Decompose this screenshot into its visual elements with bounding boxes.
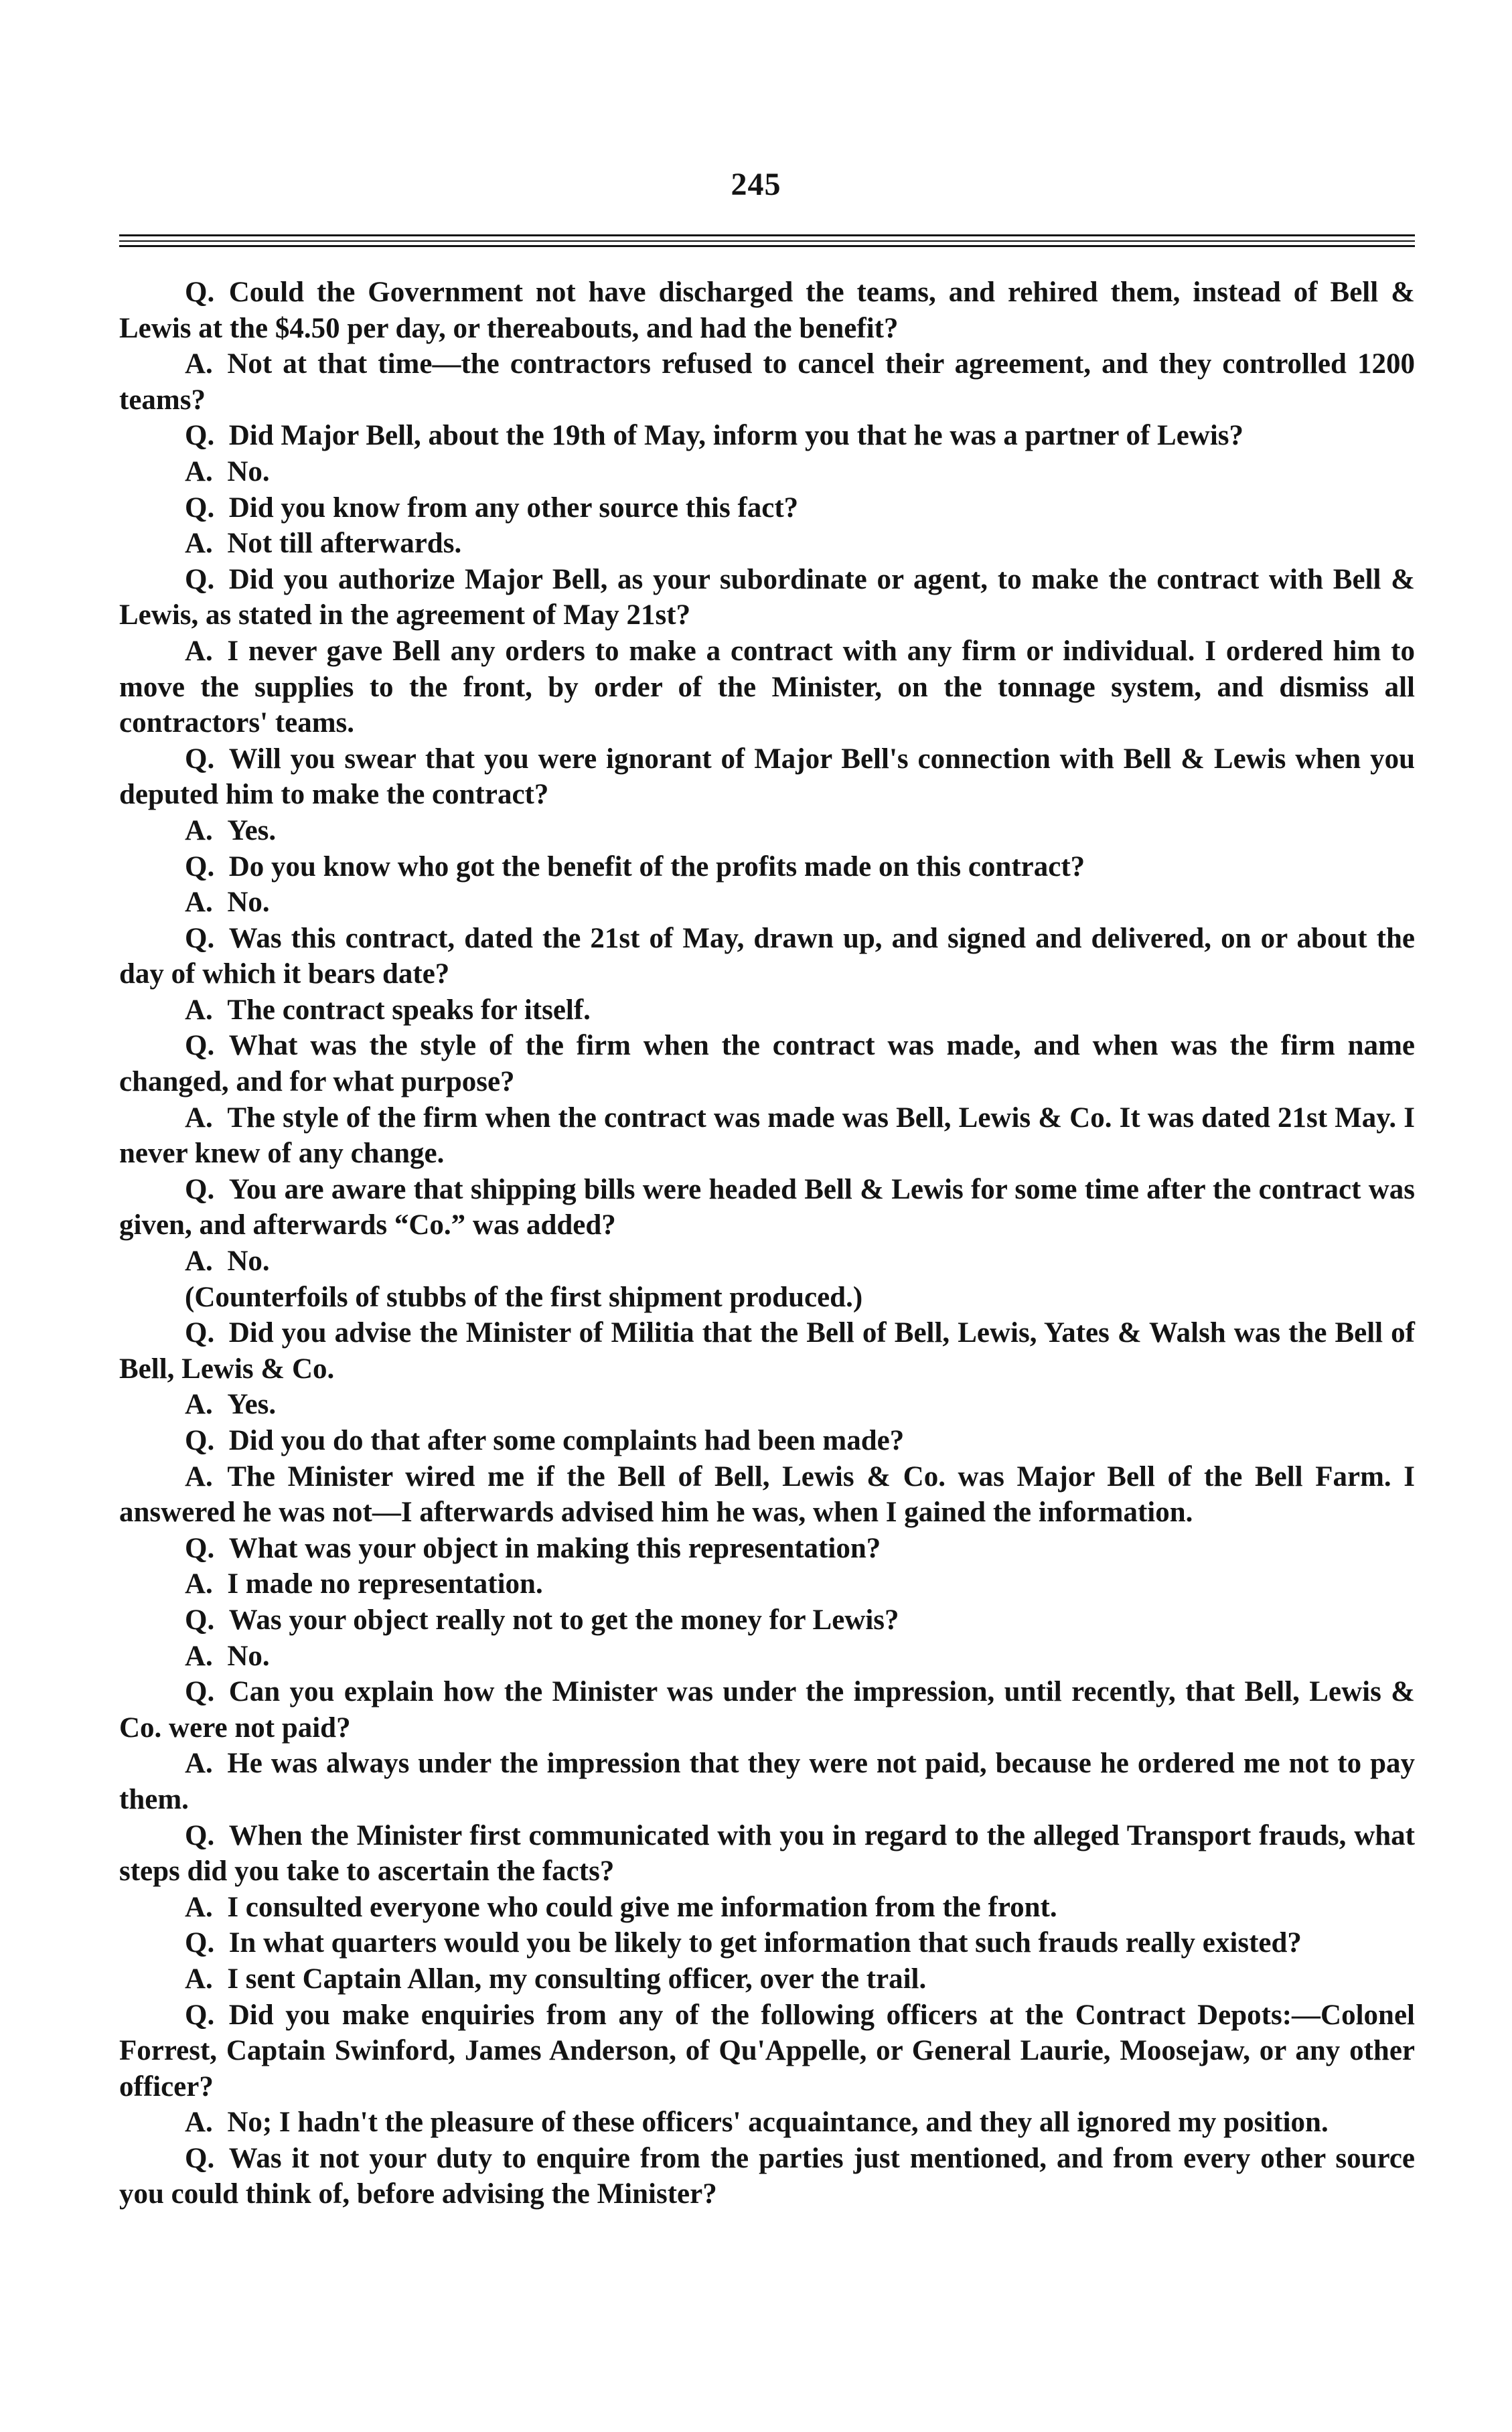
question-paragraph [119, 275, 1415, 346]
speaker-marker: A. [185, 1963, 213, 1995]
speaker-marker: Q. [185, 1532, 215, 1564]
answer-paragraph [119, 1890, 1415, 1926]
paragraph-text: I made no representation. [227, 1568, 543, 1600]
paragraph-text: Do you know who got the benefit of the profits made on this contract? [228, 850, 1085, 883]
paragraph-text: Did you advise the Minister of Militia that the Bell of Bell, Lewis, Yates & Walsh was the Bell of Bell, Lewis & Co. [119, 1317, 1415, 1385]
speaker-marker: A. [185, 1101, 213, 1134]
question-paragraph [119, 1423, 1415, 1459]
speaker-marker: A. [185, 1640, 213, 1672]
speaker-marker: A. [185, 348, 213, 380]
note-paragraph [119, 1280, 1415, 1316]
question-paragraph [119, 921, 1415, 992]
question-paragraph [119, 1818, 1415, 1890]
speaker-marker: Q. [185, 743, 215, 775]
speaker-marker: A. [185, 455, 213, 487]
speaker-marker: Q. [185, 1819, 215, 1851]
speaker-marker: A. [185, 994, 213, 1026]
question-paragraph [119, 1602, 1415, 1639]
header-rule [119, 245, 1415, 247]
question-paragraph [119, 1997, 1415, 2105]
paragraph-text: Did you make enquiries from any of the following officers at the Contract Depots:—Colonel Forrest, Captain Swinford, James Anderson, of Qu'Appelle, or General Laurie, Moosejaw, or any other officer? [119, 1999, 1415, 2103]
speaker-marker: A. [185, 1389, 213, 1421]
paragraph-text: You are aware that shipping bills were headed Bell & Lewis for some time after the contract was given, and afterwards “Co.” was added? [119, 1173, 1415, 1241]
paragraph-text: Was your object really not to get the money for Lewis? [228, 1604, 899, 1636]
question-paragraph [119, 1531, 1415, 1567]
speaker-marker: Q. [185, 1173, 215, 1205]
speaker-marker: Q. [185, 1927, 215, 1959]
paragraph-text: Could the Government not have discharged the teams, and rehired them, instead of Bell & Lewis at the $4.50 per day, or thereabouts, and had the benefit? [119, 277, 1415, 344]
speaker-marker: Q. [185, 491, 215, 524]
speaker-marker: Q. [185, 563, 215, 595]
paragraph-text: The style of the firm when the contract was made was Bell, Lewis & Co. It was dated 21st May. I never knew of any change. [119, 1101, 1415, 1170]
paragraph-text: Not at that time—the contractors refused to cancel their agreement, and they controlled 1200 teams? [119, 348, 1415, 416]
paragraph-text: Did you know from any other source this fact? [228, 491, 799, 524]
answer-paragraph [119, 885, 1415, 921]
paragraph-text: No. [227, 1640, 270, 1672]
speaker-marker: A. [185, 1245, 213, 1278]
paragraph-text: Did you do that after some complaints had been made? [228, 1425, 905, 1456]
paragraph-text: When the Minister first communicated with you in regard to the alleged Transport frauds, what steps did you take to ascertain the facts? [119, 1819, 1415, 1888]
paragraph-text: I never gave Bell any orders to make a contract with any firm or individual. I ordered him to move the supplies to the front, by order of the Minister, on the tonnage system, and dismiss all contractors' teams. [119, 635, 1415, 739]
question-paragraph [119, 490, 1415, 526]
paragraph-text: The Minister wired me if the Bell of Bell, Lewis & Co. was Major Bell of the Bell Farm. I answered he was not—I afterwards advised him he was, when I gained the information. [119, 1460, 1415, 1529]
speaker-marker: Q. [185, 2142, 215, 2174]
question-paragraph [119, 1674, 1415, 1746]
speaker-marker: A. [185, 528, 213, 560]
paragraph-text: Will you swear that you were ignorant of Major Bell's connection with Bell & Lewis when you deputed him to make the contract? [119, 743, 1415, 811]
question-paragraph [119, 741, 1415, 813]
speaker-marker: Q. [185, 1676, 215, 1708]
speaker-marker: A. [185, 635, 213, 667]
speaker-marker: A. [185, 1891, 213, 1923]
answer-paragraph [119, 1459, 1415, 1531]
paragraph-text: What was the style of the firm when the contract was made, and when was the firm name changed, and for what purpose? [119, 1030, 1415, 1098]
paragraph-text: Yes. [227, 1389, 277, 1421]
speaker-marker: Q. [185, 922, 215, 954]
paragraph-text: (Counterfoils of stubbs of the first shipment produced.) [185, 1281, 863, 1313]
speaker-marker: Q. [185, 850, 215, 883]
answer-paragraph [119, 1961, 1415, 1997]
speaker-marker: Q. [185, 1999, 215, 2031]
question-paragraph [119, 562, 1415, 633]
answer-paragraph [119, 454, 1415, 490]
paragraph-text: Did Major Bell, about the 19th of May, inform you that he was a partner of Lewis? [228, 420, 1244, 452]
speaker-marker: A. [185, 1748, 213, 1780]
answer-paragraph [119, 1100, 1415, 1172]
paragraph-text: Did you authorize Major Bell, as your subordinate or agent, to make the contract with Bell & Lewis, as stated in the agreement of May 21st? [119, 563, 1415, 631]
speaker-marker: Q. [185, 1317, 215, 1349]
testimony-body [119, 275, 1415, 2212]
header-rule [119, 240, 1415, 242]
paragraph-text: No. [227, 1245, 270, 1278]
speaker-marker: A. [185, 887, 213, 919]
paragraph-text: In what quarters would you be likely to get information that such frauds really existed? [228, 1927, 1302, 1959]
question-paragraph [119, 1315, 1415, 1387]
paragraph-text: I sent Captain Allan, my consulting officer, over the trail. [227, 1963, 927, 1995]
header-rule [119, 234, 1415, 236]
speaker-marker: A. [185, 1460, 213, 1493]
question-paragraph [119, 1925, 1415, 1961]
question-paragraph [119, 1172, 1415, 1243]
question-paragraph [119, 418, 1415, 454]
question-paragraph [119, 1028, 1415, 1099]
answer-paragraph [119, 813, 1415, 849]
paragraph-text: I consulted everyone who could give me information from the front. [227, 1891, 1057, 1923]
answer-paragraph [119, 1639, 1415, 1675]
answer-paragraph [119, 1566, 1415, 1602]
paragraph-text: Not till afterwards. [227, 528, 462, 560]
speaker-marker: A. [185, 2107, 213, 2139]
speaker-marker: Q. [185, 1604, 215, 1636]
speaker-marker: Q. [185, 420, 215, 452]
answer-paragraph [119, 2105, 1415, 2141]
speaker-marker: A. [185, 814, 213, 846]
page-number: 245 [731, 167, 781, 202]
answer-paragraph [119, 992, 1415, 1029]
question-paragraph [119, 2141, 1415, 2212]
question-paragraph [119, 849, 1415, 885]
speaker-marker: Q. [185, 1030, 215, 1062]
paragraph-text: Yes. [227, 814, 277, 846]
answer-paragraph [119, 1243, 1415, 1280]
paragraph-text: No; I hadn't the pleasure of these officers' acquaintance, and they all ignored my position. [227, 2107, 1329, 2139]
paragraph-text: Was this contract, dated the 21st of May, drawn up, and signed and delivered, on or about the day of which it bears date? [119, 922, 1415, 990]
paragraph-text: No. [227, 887, 270, 919]
paragraph-text: What was your object in making this representation? [228, 1532, 881, 1564]
answer-paragraph [119, 526, 1415, 562]
paragraph-text: Can you explain how the Minister was under the impression, until recently, that Bell, Lewis & Co. were not paid? [119, 1676, 1415, 1744]
speaker-marker: Q. [185, 277, 215, 308]
speaker-marker: A. [185, 1568, 213, 1600]
answer-paragraph [119, 1387, 1415, 1423]
answer-paragraph [119, 633, 1415, 741]
paragraph-text: Was it not your duty to enquire from the parties just mentioned, and from every other source you could think of, before advising the Minister? [119, 2142, 1415, 2210]
paragraph-text: He was always under the impression that they were not paid, because he ordered me not to pay them. [119, 1748, 1415, 1815]
paragraph-text: The contract speaks for itself. [227, 994, 591, 1026]
answer-paragraph [119, 346, 1415, 418]
paragraph-text: No. [227, 455, 270, 487]
answer-paragraph [119, 1746, 1415, 1817]
speaker-marker: Q. [185, 1425, 215, 1456]
